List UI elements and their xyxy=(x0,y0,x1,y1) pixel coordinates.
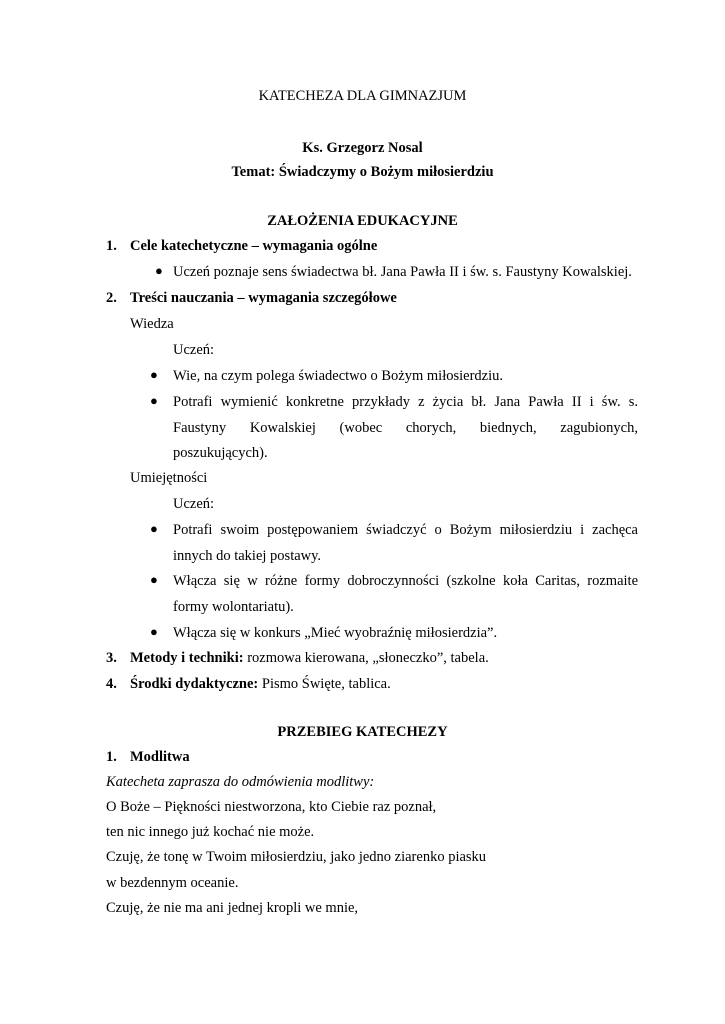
list-number: 4. xyxy=(106,676,117,692)
item-title: Cele katechetyczne – wymagania ogólne xyxy=(130,238,378,254)
document-title: KATECHEZA DLA GIMNAZJUM xyxy=(258,88,467,104)
section-heading-assumptions: ZAŁOŻENIA EDUKACYJNE xyxy=(267,213,458,229)
section-heading-course: PRZEBIEG KATECHEZY xyxy=(277,724,448,740)
list-item: Włącza się w różne formy dobroczynności (szkolne koła Caritas, rozmaite xyxy=(173,573,638,589)
list-number: 2. xyxy=(106,290,117,306)
bullet-icon: ● xyxy=(155,263,163,278)
item-title: Środki dydaktyczne: xyxy=(130,676,259,692)
student-label: Uczeń: xyxy=(173,496,215,512)
list-item: Uczeń poznaje sens świadectwa bł. Jana Pawła II i św. s. Faustyny Kowalskiej. xyxy=(173,264,632,280)
prayer-line: O Boże – Piękności niestworzona, kto Ciebie raz poznał, xyxy=(106,799,437,815)
list-number: 3. xyxy=(106,650,117,666)
bullet-icon: ● xyxy=(150,393,158,408)
list-item: Potrafi swoim postępowaniem świadczyć o Bożym miłosierdziu i zachęca xyxy=(173,522,638,538)
prayer-line: Czuję, że tonę w Twoim miłosierdziu, jako jedno ziarenko piasku xyxy=(106,849,487,865)
item-title: Treści nauczania – wymagania szczegółowe xyxy=(130,290,397,306)
bullet-icon: ● xyxy=(150,521,158,536)
list-number: 1. xyxy=(106,749,117,765)
instruction-text: Katecheta zaprasza do odmówienia modlitwy: xyxy=(106,774,375,790)
prayer-line: w bezdennym oceanie. xyxy=(106,875,239,891)
topic: Temat: Świadczymy o Bożym miłosierdziu xyxy=(231,164,494,180)
author: Ks. Grzegorz Nosal xyxy=(302,140,423,156)
list-number: 1. xyxy=(106,238,117,254)
list-item: Potrafi wymienić konkretne przykłady z życia bł. Jana Pawła II i św. s. xyxy=(173,394,638,410)
list-item-continuation: poszukujących). xyxy=(173,445,268,461)
list-item: Włącza się w konkurs „Mieć wyobraźnię miłosierdzia”. xyxy=(173,625,498,641)
item-title: Modlitwa xyxy=(130,749,190,765)
list-item-continuation: Faustyny Kowalskiej (wobec chorych, biednych, zagubionych, xyxy=(173,420,638,436)
bullet-icon: ● xyxy=(150,572,158,587)
list-item-continuation: formy wolontariatu). xyxy=(173,599,294,615)
subheading-skills: Umiejętności xyxy=(130,470,208,486)
item-line xyxy=(130,675,391,693)
item-title: Metody i techniki: xyxy=(130,650,244,666)
item-text: rozmowa kierowana, „słoneczko”, tabela. xyxy=(243,650,489,666)
prayer-line: ten nic innego już kochać nie może. xyxy=(106,824,315,840)
item-text: Pismo Święte, tablica. xyxy=(258,676,391,692)
list-item: Wie, na czym polega świadectwo o Bożym miłosierdziu. xyxy=(173,368,504,384)
list-item-continuation: innych do takiej postawy. xyxy=(173,548,322,564)
item-line xyxy=(130,649,489,667)
student-label: Uczeń: xyxy=(173,342,215,358)
bullet-icon: ● xyxy=(150,367,158,382)
prayer-line: Czuję, że nie ma ani jednej kropli we mnie, xyxy=(106,900,359,916)
subheading-knowledge: Wiedza xyxy=(130,316,174,332)
bullet-icon: ● xyxy=(150,624,158,639)
